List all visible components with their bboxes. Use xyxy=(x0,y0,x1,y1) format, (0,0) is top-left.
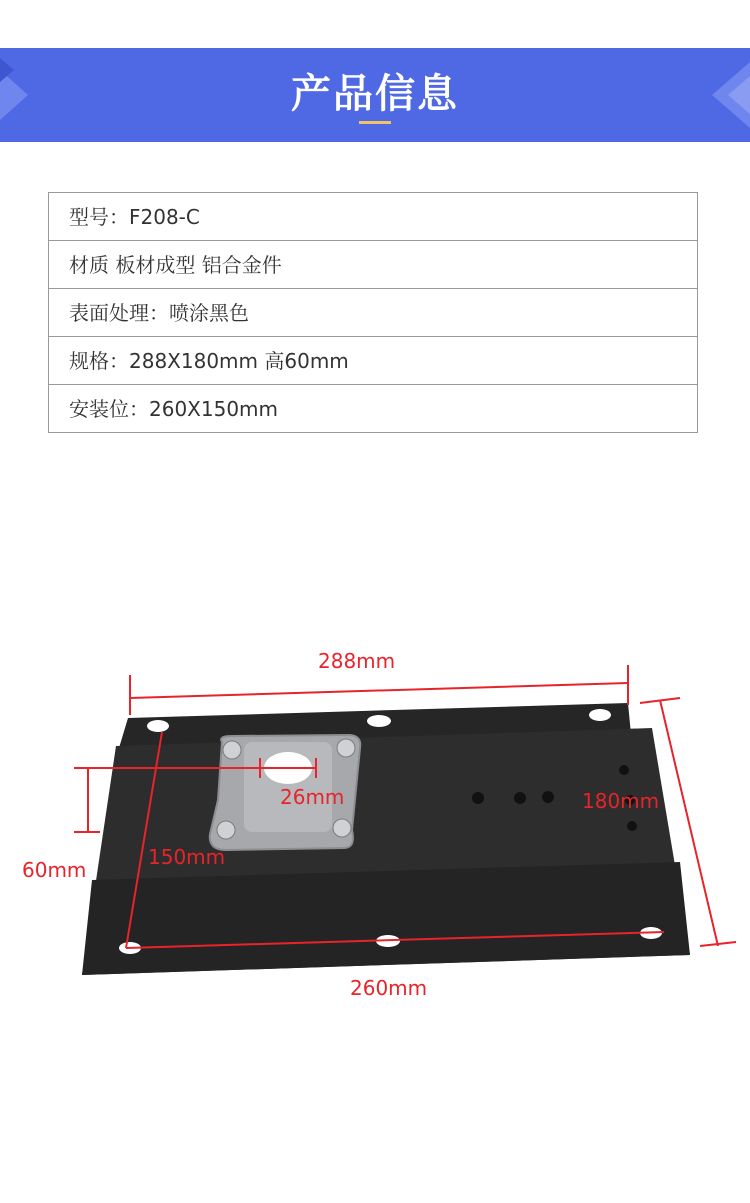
dimension-height-label: 60mm xyxy=(22,858,87,882)
bracket-bolt xyxy=(223,741,241,759)
spec-table xyxy=(48,192,698,433)
screw-hole xyxy=(627,821,637,831)
screw-hole xyxy=(542,791,554,803)
plate-front-edge xyxy=(82,862,690,975)
spec-row-finish: 表面处理：喷涂黑色 xyxy=(49,289,697,337)
bracket-bolt xyxy=(217,821,235,839)
product-diagram xyxy=(0,600,750,1020)
screw-hole xyxy=(514,792,526,804)
screw-hole xyxy=(472,792,484,804)
spec-row-material: 材质 板材成型 铝合金件 xyxy=(49,241,697,289)
dimension-hole-label: 26mm xyxy=(280,785,345,809)
dimension-length-label: 288mm xyxy=(318,649,396,673)
dimension-width-label: 180mm xyxy=(582,789,660,813)
hole xyxy=(589,709,611,721)
dimension-mount-length-label: 260mm xyxy=(350,976,428,1000)
spec-row-size: 规格：288X180mm 高60mm xyxy=(49,337,697,385)
header-banner xyxy=(0,48,750,142)
title-underline xyxy=(359,121,391,124)
screw-hole xyxy=(619,765,629,775)
spec-row-model: 型号：F208-C xyxy=(49,193,697,241)
hole xyxy=(147,720,169,732)
hole xyxy=(367,715,391,727)
page-title: 产品信息 xyxy=(291,71,459,117)
dimension-mount-width-label: 150mm xyxy=(148,845,226,869)
bracket-bolt xyxy=(333,819,351,837)
bracket-bolt xyxy=(337,739,355,757)
spec-row-mounting: 安装位：260X150mm xyxy=(69,397,279,421)
